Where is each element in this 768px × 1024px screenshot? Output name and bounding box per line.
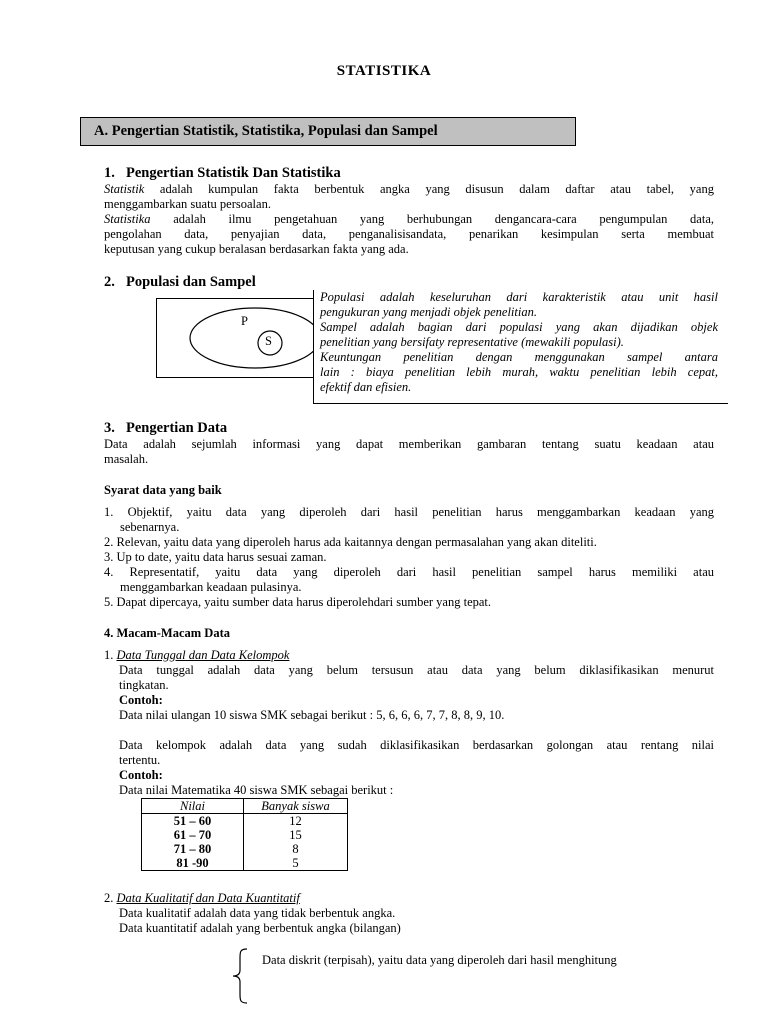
column-header-banyak-siswa: Banyak siswa (244, 799, 348, 814)
paragraph-data: Data adalah sejumlah informasi yang dapat memberikan gambaran tentang suatu keadaan atau masalah. (104, 437, 714, 466)
populasi-sampel-text: Populasi adalah keseluruhan dari karakteristik atau unit hasil pengukuran yang menjadi objek penelitian. Sampel adalah bagian dari populasi yang akan dijadikan objek penelitian yang bersifaty representative (mewakili populasi). Keuntungan penelitian dengan menggunakan sampel antara lain : biaya penelitian lebih murah, waktu penelitian lebih cepat, efektif dan efisien. (320, 290, 718, 394)
paragraph-statistik: Statistik adalah kumpulan fakta berbentuk angka yang disusun dalam daftar atau tabel, yang menggambarkan suatu persoalan. Statistika adalah ilmu pengetahuan yang berhubungan dengancara-cara pengumpulan data, pengolahan data, penyajian data, penganalisisandata, penarikan kesimpulan serta membuat keputusan yang cukup beralasan berdasarkan fakta yang ada. (104, 182, 714, 256)
section-a-heading: A. Pengertian Statistik, Statistika, Populasi dan Sampel (80, 117, 576, 146)
subheading-tunggal-kelompok: 1. Data Tunggal dan Data Kelompok (104, 648, 290, 662)
table-header-row (142, 799, 348, 814)
heading-populasi-sampel: 2. Populasi dan Sampel (104, 274, 256, 290)
heading-macam-data: 4. Macam-Macam Data (104, 626, 230, 640)
curly-brace (230, 948, 250, 1004)
table-row: 71 – 80 8 (142, 842, 348, 856)
divider-vertical (313, 290, 314, 404)
frequency-table (141, 798, 348, 871)
heading-pengertian-statistik: 1. Pengertian Statistik Dan Statistika (104, 165, 341, 181)
list-item: 4. Representatif, yaitu data yang diperoleh dari hasil penelitian sampel harus memiliki atau menggambarkan keadaan pulasinya. (104, 565, 714, 594)
paragraph-data-kelompok: Data kelompok adalah data yang sudah diklasifikasikan berdasarkan golongan atau rentang nilai tertentu. Contoh: Data nilai Matematika 40 siswa SMK sebagai berikut : (119, 738, 714, 797)
subheading-kualitatif-kuantitatif: 2. Data Kualitatif dan Data Kuantitatif (104, 891, 300, 905)
heading-pengertian-data: 3. Pengertian Data (104, 420, 228, 436)
document-title: STATISTIKA (336, 63, 432, 79)
list-item: 3. Up to date, yaitu data harus sesuai zaman. (104, 550, 327, 564)
table-row: 51 – 60 12 (142, 814, 348, 829)
list-item: 1. Objektif, yaitu data yang diperoleh dari hasil penelitian harus menggambarkan keadaan yang sebenarnya. (104, 505, 714, 534)
table-row: 61 – 70 15 (142, 828, 348, 842)
paragraph-kualitatif: Data kualitatif adalah data yang tidak berbentuk angka. Data kuantitatif adalah yang berbentuk angka (bilangan) (119, 906, 401, 935)
heading-syarat-data: Syarat data yang baik (104, 483, 222, 497)
label-s: S (265, 334, 272, 348)
population-sample-diagram (156, 298, 314, 378)
table-row: 81 -90 5 (142, 856, 348, 871)
syarat-list (104, 505, 714, 610)
paragraph-data-tunggal: Data tunggal adalah data yang belum tersusun atau data yang belum diklasifikasikan menurut tingkatan. Contoh: Data nilai ulangan 10 siswa SMK sebagai berikut : 5, 6, 6, 6, 7, 7, 8, 8, 9, 10. (119, 663, 714, 722)
column-header-nilai: Nilai (142, 799, 244, 814)
divider-horizontal (313, 403, 728, 404)
data-diskrit-text: Data diskrit (terpisah), yaitu data yang diperoleh dari hasil menghitung (262, 953, 617, 967)
list-item: 5. Dapat dipercaya, yaitu sumber data harus diperolehdari sumber yang tepat. (104, 595, 492, 609)
population-ellipse (190, 308, 313, 368)
list-item: 2. Relevan, yaitu data yang diperoleh harus ada kaitannya dengan permasalahan yang akan diteliti. (104, 535, 597, 549)
venn-diagram (157, 299, 313, 377)
label-p: P (241, 314, 248, 328)
